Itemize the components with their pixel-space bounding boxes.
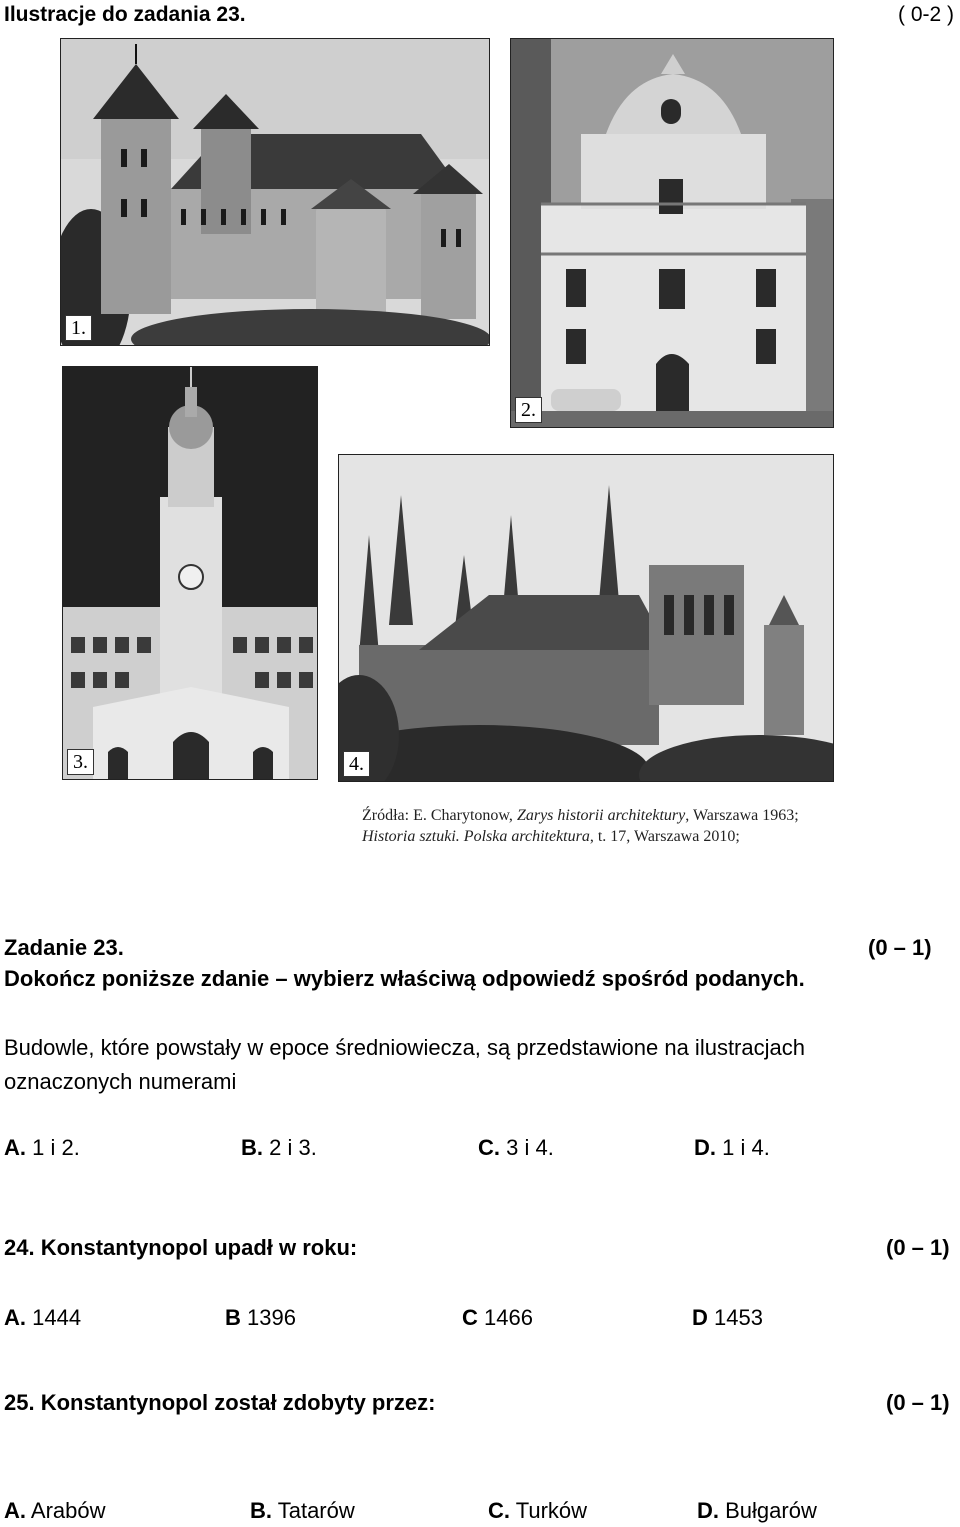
answer-text: 1466 (477, 1305, 533, 1330)
answer-letter: B. (250, 1498, 272, 1523)
gothic-church-image (339, 455, 833, 781)
task-23-title: Zadanie 23. (4, 935, 124, 960)
town-hall-image (63, 367, 317, 779)
answer-text: Turków (510, 1498, 588, 1523)
task-23-question-line-2: oznaczonych numerami (4, 1069, 237, 1094)
illustration-3-number: 3. (67, 749, 94, 775)
task-25-points: (0 – 1) (886, 1390, 950, 1415)
sources-line-1 (362, 805, 799, 826)
answer-letter: A. (4, 1135, 26, 1160)
answer-letter: C. (488, 1498, 510, 1523)
task-24-answer-c[interactable] (462, 1305, 533, 1331)
answer-text: Bułgarów (719, 1498, 817, 1523)
baroque-church-image (511, 39, 833, 427)
answer-letter: D. (694, 1135, 716, 1160)
illustration-2-number: 2. (515, 397, 542, 423)
answer-text: Tatarów (272, 1498, 355, 1523)
task-25-answer-b[interactable] (250, 1498, 355, 1524)
task-25-answer-a[interactable] (4, 1498, 106, 1524)
answer-letter: B. (241, 1135, 263, 1160)
task-23-answer-a[interactable] (4, 1135, 80, 1161)
illustrations-header-title: Ilustracje do zadania 23. (4, 3, 246, 26)
answer-letter: A. (4, 1498, 26, 1523)
image-sources (362, 805, 799, 847)
sources-line-1-title: Zarys historii architektury (516, 807, 686, 824)
task-25-answer-c[interactable] (488, 1498, 587, 1524)
answer-text: 1444 (26, 1305, 82, 1330)
illustration-2-photo (510, 38, 834, 428)
romanesque-church-image (61, 39, 489, 345)
illustration-1-photo (60, 38, 490, 346)
task-24-answer-b[interactable] (225, 1305, 296, 1331)
answer-text: 1 i 4. (716, 1135, 770, 1160)
task-24-answer-d[interactable] (692, 1305, 763, 1331)
answer-letter: A. (4, 1305, 26, 1330)
answer-text: 1 i 2. (26, 1135, 80, 1160)
answer-letter: D (692, 1305, 708, 1330)
task-23-answer-c[interactable] (478, 1135, 554, 1161)
answer-letter: D. (697, 1498, 719, 1523)
task-23-points: (0 – 1) (868, 935, 932, 960)
task-24-answer-a[interactable] (4, 1305, 81, 1331)
task-25-title: 25. Konstantynopol został zdobyty przez: (4, 1390, 436, 1415)
task-23-question-line-1: Budowle, które powstały w epoce średniowiecza, są przedstawione na ilustracjach (4, 1035, 805, 1060)
sources-line-1-prefix: Źródła: E. Charytonow, (362, 807, 517, 824)
illustration-1-number: 1. (65, 315, 92, 341)
answer-letter: B (225, 1305, 241, 1330)
task-25-answer-d[interactable] (697, 1498, 817, 1524)
task-24-title: 24. Konstantynopol upadł w roku: (4, 1235, 358, 1260)
illustration-4-photo (338, 454, 834, 782)
illustrations-header-points: ( 0-2 ) (898, 3, 955, 26)
task-24-points: (0 – 1) (886, 1235, 950, 1260)
illustration-3-photo (62, 366, 318, 780)
sources-line-1-suffix: , Warszawa 1963; (685, 807, 799, 824)
answer-text: 1453 (707, 1305, 763, 1330)
task-23-answer-d[interactable] (694, 1135, 770, 1161)
sources-line-2-suffix: , t. 17, Warszawa 2010; (589, 828, 740, 845)
answer-text: 2 i 3. (263, 1135, 317, 1160)
answer-letter: C (462, 1305, 478, 1330)
answer-text: Arabów (26, 1498, 106, 1523)
illustration-4-number: 4. (343, 751, 370, 777)
answer-text: 3 i 4. (500, 1135, 554, 1160)
sources-line-2-title: Historia sztuki. Polska architektura (362, 828, 590, 845)
task-23-instruction: Dokończ poniższe zdanie – wybierz właściwą odpowiedź spośród podanych. (4, 966, 805, 991)
task-23-answer-b[interactable] (241, 1135, 317, 1161)
answer-text: 1396 (240, 1305, 296, 1330)
answer-letter: C. (478, 1135, 500, 1160)
sources-line-2 (362, 826, 799, 847)
